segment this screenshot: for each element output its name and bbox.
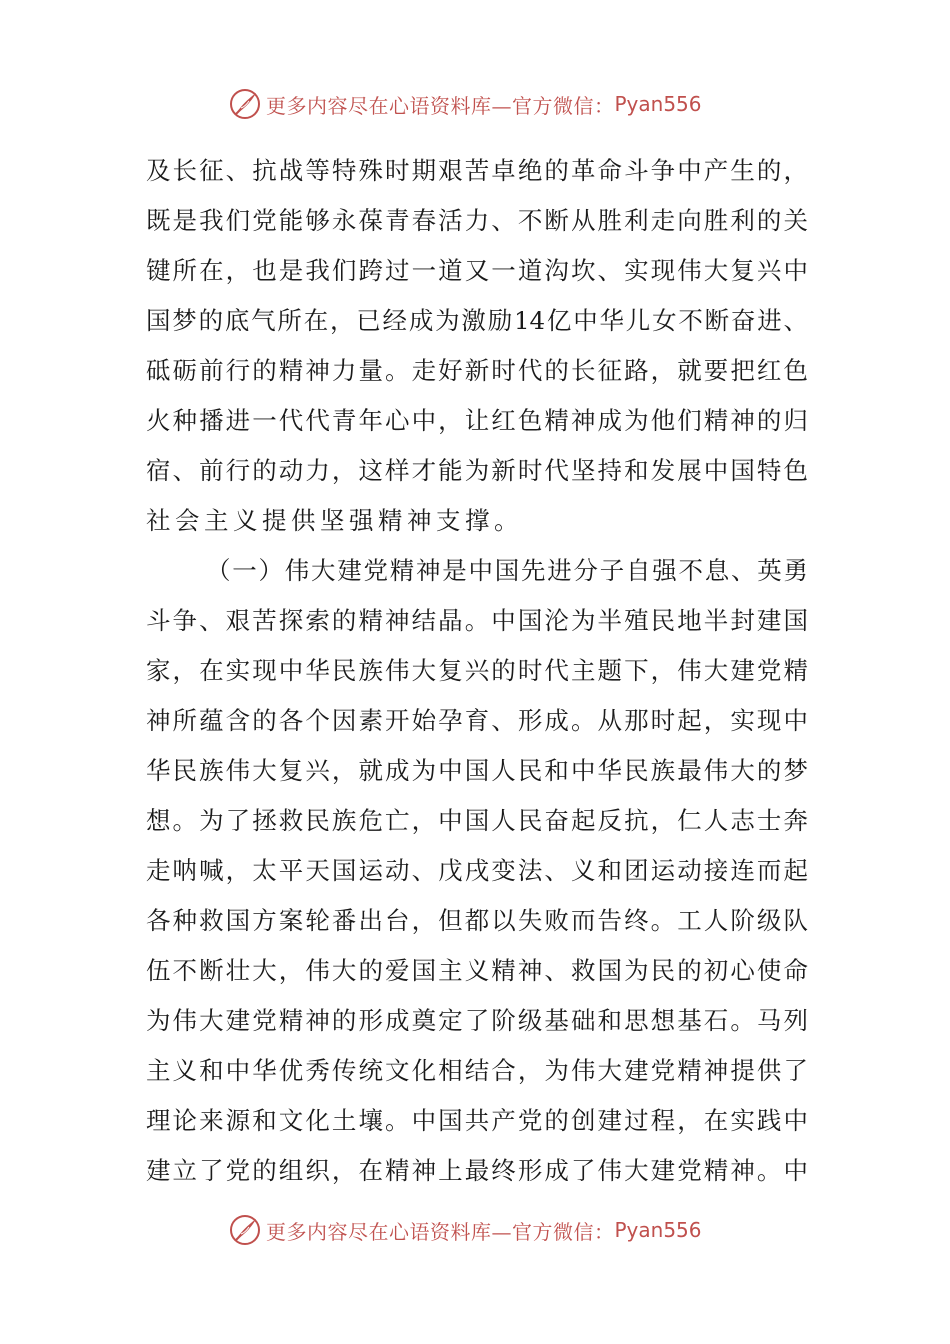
text-line: 宿、前行的动力，这样才能为新时代坚持和发展中国特色 [146,456,808,485]
text-line: （一）伟大建党精神是中国先进分子自强不息、英勇 [206,556,808,585]
text-line: 伍不断壮大，伟大的爱国主义精神、救国为民的初心使命 [146,956,808,985]
text-line: 为伟大建党精神的形成奠定了阶级基础和思想基石。马列 [146,1006,808,1035]
text-line: 家，在实现中华民族伟大复兴的时代主题下，伟大建党精 [146,656,808,685]
banner-text: 更多内容尽在心语资料库—官方微信： [266,1219,615,1244]
header-banner [228,84,702,124]
footer-banner [228,1210,702,1250]
text-line: 神所蕴含的各个因素开始孕育、形成。从那时起，实现中 [146,706,808,735]
paragraph-2 [146,546,808,1196]
text-line: 建立了党的组织，在精神上最终形成了伟大建党精神。中 [146,1156,808,1185]
text-line: 既是我们党能够永葆青春活力、不断从胜利走向胜利的关 [146,206,808,235]
text-line: 各种救国方案轮番出台，但都以失败而告终。工人阶级队 [146,906,808,935]
quill-pen-logo-icon [228,1213,262,1247]
text-line: 走呐喊，太平天国运动、戊戌变法、义和团运动接连而起 [146,856,808,885]
text-line: 键所在，也是我们跨过一道又一道沟坎、实现伟大复兴中 [146,256,808,285]
banner-text: 更多内容尽在心语资料库—官方微信： [266,93,615,118]
text-line: 砥砺前行的精神力量。走好新时代的长征路，就要把红色 [146,356,808,385]
text-line: 火种播进一代代青年心中，让红色精神成为他们精神的归 [146,406,808,435]
text-line: 社会主义提供坚强精神支撑。 [146,506,523,535]
text-line: 及长征、抗战等特殊时期艰苦卓绝的革命斗争中产生的， [146,156,808,185]
banner-wechat-id: Pyan556 [614,1218,702,1242]
document-body [146,146,808,1196]
banner-wechat-id: Pyan556 [614,92,702,116]
text-line: 想。为了拯救民族危亡，中国人民奋起反抗，仁人志士奔 [146,806,808,835]
text-line: 斗争、艰苦探索的精神结晶。中国沦为半殖民地半封建国 [146,606,808,635]
paragraph-1 [146,146,808,546]
text-line: 国梦的底气所在，已经成为激励14亿中华儿女不断奋进、 [146,306,808,335]
text-line: 华民族伟大复兴，就成为中国人民和中华民族最伟大的梦 [146,756,808,785]
text-line: 理论来源和文化土壤。中国共产党的创建过程，在实践中 [146,1106,808,1135]
text-line: 主义和中华优秀传统文化相结合，为伟大建党精神提供了 [146,1056,808,1085]
quill-pen-logo-icon [228,87,262,121]
